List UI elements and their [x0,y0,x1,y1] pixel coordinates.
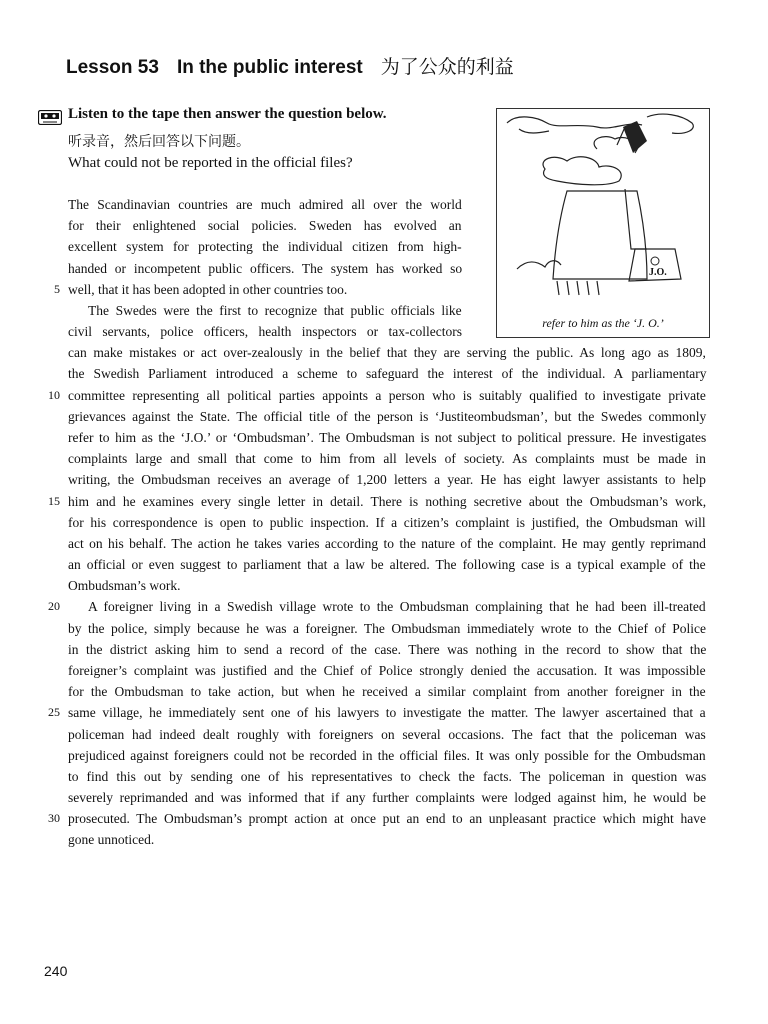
passage-line: civil servants, police officers, health inspectors or tax-collectors [68,324,463,340]
passage-line: The Swedes were the first to recognize that public officials like [88,302,462,318]
passage-line: committee representing all political parties appoints a person who is suitably qualified to investigate private [68,387,706,403]
page-number: 240 [44,963,68,979]
passage-line: refer to him as the ‘J.O.’ or ‘Ombudsman’. The Ombudsman is not subject to political pressure. He investigates [68,429,707,445]
passage-line: foreigner’s complaint was justified and the Chief of Police strongly denied the accusation. It was impossible [68,662,706,678]
passage-line: same village, he immediately sent one of his lawyers to investigate the matter. The lawyer ascertained that a [68,705,706,721]
ombudsman-cartoon [497,109,709,309]
passage-line: policeman had indeed dealt roughly with foreigners on several occasions. The fact that the policeman was [68,726,706,742]
passage-line: for his correspondence is open to public inspection. If a citizen’s complaint is justified, the Ombudsman will [68,514,706,530]
passage-line: The Scandinavian countries are much admired all over the world [68,197,462,212]
lesson-name: In the public interest [176,57,363,78]
illustration-box [496,108,710,338]
line-number: 10 [48,387,60,402]
comprehension-question: What could not be reported in the official files? [68,155,353,171]
line-number: 25 [48,705,60,720]
line-number: 30 [48,811,60,826]
passage-line: the Swedish Parliament introduced a scheme to safeguard the interest of the individual. A parliamentary [68,366,707,382]
lesson-title [66,52,514,79]
passage-line: by the police, simply because he was a foreigner. The Ombudsman immediately wrote to the Chief of Police [68,620,706,636]
passage-line: excellent system for protecting the individual citizen from high- [68,239,462,255]
listening-instruction: Listen to the tape then answer the question below. [68,106,387,122]
briefcase-label: J.O. [649,267,667,278]
passage-line: well, that it has been adopted in other countries too. [68,281,348,297]
passage-line: prosecuted. The Ombudsman’s prompt action at once put an end to an unpleasant practice which might have [68,811,706,827]
passage-line: him and he examines every single letter in detail. There is nothing secretive about the Ombudsman’s work, [68,493,707,509]
passage-line: grievances against the State. The official title of the person is ‘Justiteombudsman’, but the Swedes commonly [68,408,707,424]
passage-line: to find this out by sending one of his representatives to check the facts. The policeman in question was [68,768,707,784]
passage-line: writing, the Ombudsman receives an average of 1,200 letters a year. He has eight lawyer assistants to help [68,472,706,488]
passage-line: act on his behalf. The action he takes varies according to the nature of the complaint. He may gently reprimand [68,535,706,551]
passage-line: for their enlightened social policies. Sweden has evolved an [68,218,462,234]
line-number: 15 [48,493,60,508]
passage-line: in the district asking him to send a record of the case. There was nothing in the record to show that the [68,641,707,657]
cassette-tape-icon [38,110,62,125]
passage-line: Ombudsman’s work. [68,578,181,594]
passage-line: A foreigner living in a Swedish village wrote to the Ombudsman complaining that he had been ill-treated [88,599,706,615]
passage-line: gone unnoticed. [68,832,155,848]
passage-line: prejudiced against foreigners could not be recorded in the official files. It was only possible for the Ombudsman [68,747,706,763]
illustration-caption: refer to him as the ‘J. O.’ [542,316,664,330]
line-number: 20 [48,599,60,614]
lesson-name-chinese: 为了公众的利益 [380,56,514,78]
passage-line: complaints large and small that come to him from all levels of society. As complaints must be made in [68,451,706,467]
line-number: 5 [54,281,60,296]
passage-line: an official or even suggest to parliament that a law be altered. The following case is a typical example of the [68,557,706,573]
listening-instruction-chinese: 听录音，然后回答以下问题。 [68,134,250,150]
lesson-number: Lesson 53 [66,57,159,78]
passage-line: for the Ombudsman to take action, but when he received a similar complaint from another foreigner in the [68,684,706,700]
passage-line: handed or incompetent public officers. The system has worked so [68,260,463,276]
passage-line: severely reprimanded and was informed that if any further complaints were lodged against him, he would be [68,790,706,806]
passage-line: can make mistakes or act over-zealously in the belief that they are serving the public. As long ago as 1809, [68,345,706,361]
